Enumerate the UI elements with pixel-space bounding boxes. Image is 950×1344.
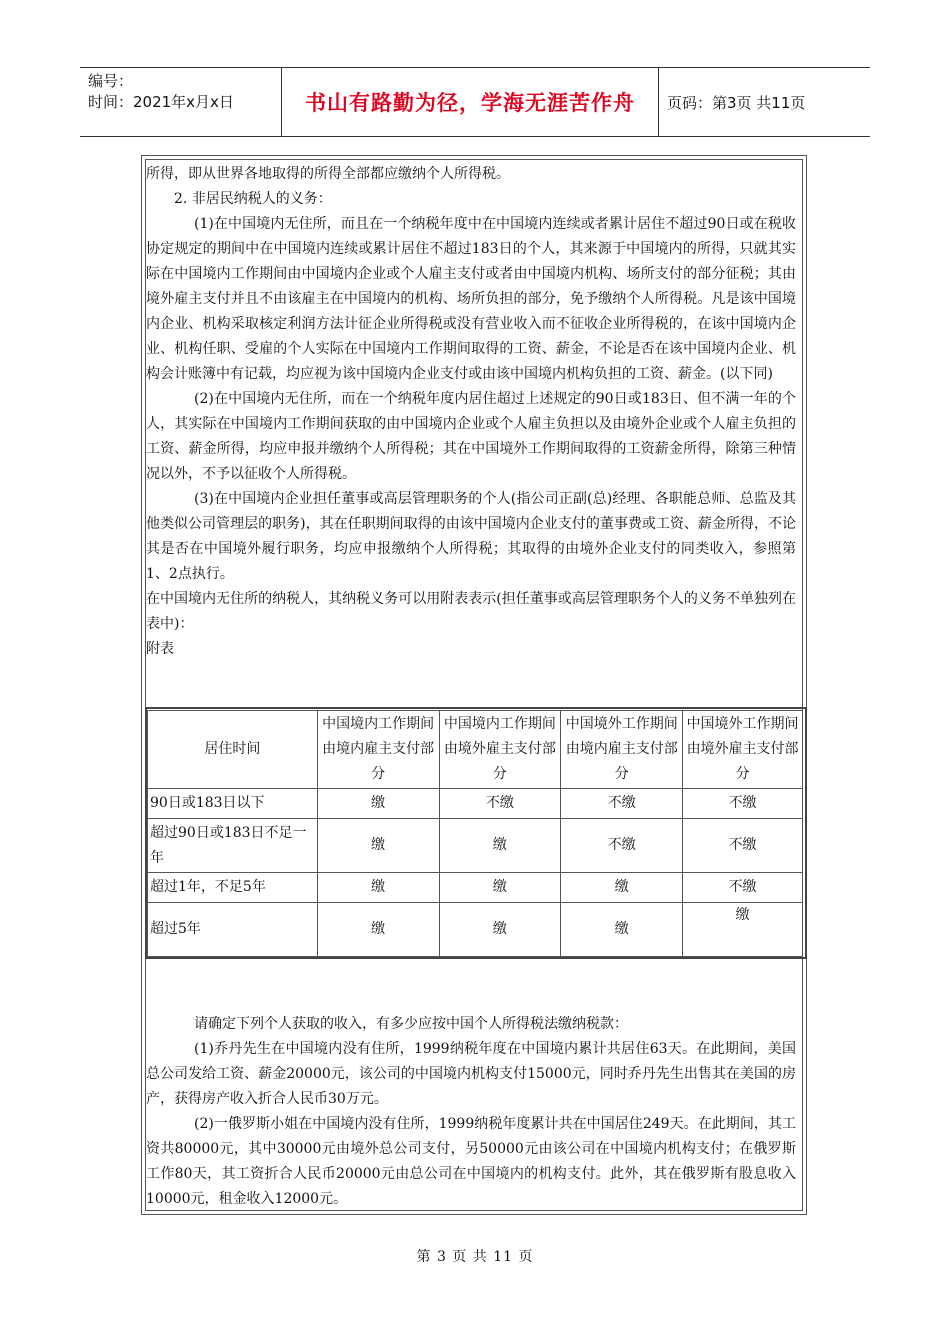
- table-row: [148, 789, 803, 819]
- paragraph: (2)在中国境内无住所，而在一个纳税年度内居住超过上述规定的90日或183日、但不满一年的个人，其实际在中国境内工作期间获取的由中国境内企业或个人雇主负担以及由境外企业或个人雇主负担的工资、薪金所得，均应申报并缴纳个人所得税；其在中国境外工作期间取得的工资薪金所得，除第三种情况以外，不予以征收个人所得税。: [146, 391, 796, 482]
- table-cell: 超过5年: [148, 903, 318, 957]
- serial-label: 编号：: [88, 72, 134, 90]
- table-cell: 缴: [317, 789, 439, 819]
- table-cell: 缴: [683, 903, 803, 957]
- table-cell: 缴: [439, 903, 561, 957]
- paragraph: (2)一俄罗斯小姐在中国境内没有住所，1999纳税年度累计共在中国居住249天。在此期间，其工资共80000元，其中30000元由境外总公司支付，另50000元由该公司在中国境内机构支付；在俄罗斯工作80天，其工资折合人民币20000元由总公司在中国境内的机构支付。此外，其在俄罗斯有股息收入10000元，租金收入12000元。: [146, 1116, 796, 1207]
- tax-obligation-table: [147, 710, 803, 957]
- table-header-cell: 中国境外工作期间由境内雇主支付部分: [561, 711, 683, 789]
- appendix-label: 附表: [146, 641, 174, 657]
- content-box: [141, 155, 807, 1215]
- page-indicator: 页码：第3页 共11页: [667, 93, 806, 112]
- table-cell: 不缴: [683, 789, 803, 819]
- table-cell: 缴: [317, 819, 439, 873]
- paragraph: 2. 非居民纳税人的义务：: [174, 191, 332, 207]
- body-text-bottom: [146, 1012, 796, 1212]
- paragraph: (3)在中国境内企业担任董事或高层管理职务的个人(指公司正副(总)经理、各职能总师、总监及其他类似公司管理层的职务)，其在任职期间取得的由该中国境内企业支付的董事费或工资、薪金所得，不论其是否在中国境外履行职务，均应申报缴纳个人所得税；其取得的由境外企业支付的同类收入，参照第1、2点执行。: [146, 491, 796, 582]
- table-row: [148, 903, 803, 957]
- table-cell: 缴: [561, 903, 683, 957]
- table-header-cell: 中国境外工作期间由境外雇主支付部分: [683, 711, 803, 789]
- table-cell: 缴: [317, 873, 439, 903]
- table-cell: 超过90日或183日不足一年: [148, 819, 318, 873]
- paragraph: 请确定下列个人获取的收入，有多少应按中国个人所得税法缴纳税款：: [194, 1016, 628, 1032]
- table-cell: 缴: [439, 819, 561, 873]
- header-motto: 书山有路勤为径，学海无涯苦作舟: [282, 68, 659, 136]
- table-row: [148, 873, 803, 903]
- page-footer: 第 3 页 共 11 页: [416, 1249, 534, 1265]
- table-cell: 缴: [439, 873, 561, 903]
- table-cell: 缴: [317, 903, 439, 957]
- body-text-top: [146, 162, 796, 662]
- table-header-row: [148, 711, 803, 789]
- page-header: [80, 67, 870, 137]
- table-header-cell: 中国境内工作期间由境内雇主支付部分: [317, 711, 439, 789]
- table-header-cell: 居住时间: [148, 711, 318, 789]
- paragraph: (1)在中国境内无住所，而且在一个纳税年度中在中国境内连续或者累计居住不超过90日或在税收协定规定的期间中在中国境内连续或累计居住不超过183日的个人，其来源于中国境内的所得，只就其实际在中国境内工作期间由中国境内企业或个人雇主支付或者由中国境内机构、场所支付的部分征税；其由境外雇主支付并且不由该雇主在中国境内的机构、场所负担的部分，免予缴纳个人所得税。凡是该中国境内企业、机构采取核定利润方法计征企业所得税或没有营业收入而不征收企业所得税的，在该中国境内企业、机构任职、受雇的个人实际在中国境内工作期间取得的工资、薪金，不论是否在该中国境内企业、机构会计账簿中有记载，均应视为该中国境内企业支付或由该中国境内机构负担的工资、薪金。(以下同): [146, 216, 796, 382]
- table-cell: 缴: [561, 873, 683, 903]
- paragraph: 在中国境内无住所的纳税人，其纳税义务可以用附表表示(担任董事或高层管理职务个人的义务不单独列在表中)：: [146, 591, 796, 632]
- table-cell: 不缴: [561, 789, 683, 819]
- date-label: 时间：2021年x月x日: [88, 93, 234, 111]
- table-cell: 不缴: [439, 789, 561, 819]
- paragraph: 所得，即从世界各地取得的所得全部都应缴纳个人所得税。: [146, 166, 510, 182]
- table-cell: 超过1年，不足5年: [148, 873, 318, 903]
- paragraph: (1)乔丹先生在中国境内没有住所，1999纳税年度在中国境内累计共居住63天。在此期间，美国总公司发给工资、薪金20000元，该公司的中国境内机构支付15000元，同时乔丹先生出售其在美国的房产，获得房产收入折合人民币30万元。: [146, 1041, 796, 1107]
- table-cell: 不缴: [683, 819, 803, 873]
- table-header-cell: 中国境内工作期间由境外雇主支付部分: [439, 711, 561, 789]
- table-cell: 不缴: [683, 873, 803, 903]
- header-meta: [80, 68, 282, 136]
- table-cell: 不缴: [561, 819, 683, 873]
- table-row: [148, 819, 803, 873]
- table-cell: 90日或183日以下: [148, 789, 318, 819]
